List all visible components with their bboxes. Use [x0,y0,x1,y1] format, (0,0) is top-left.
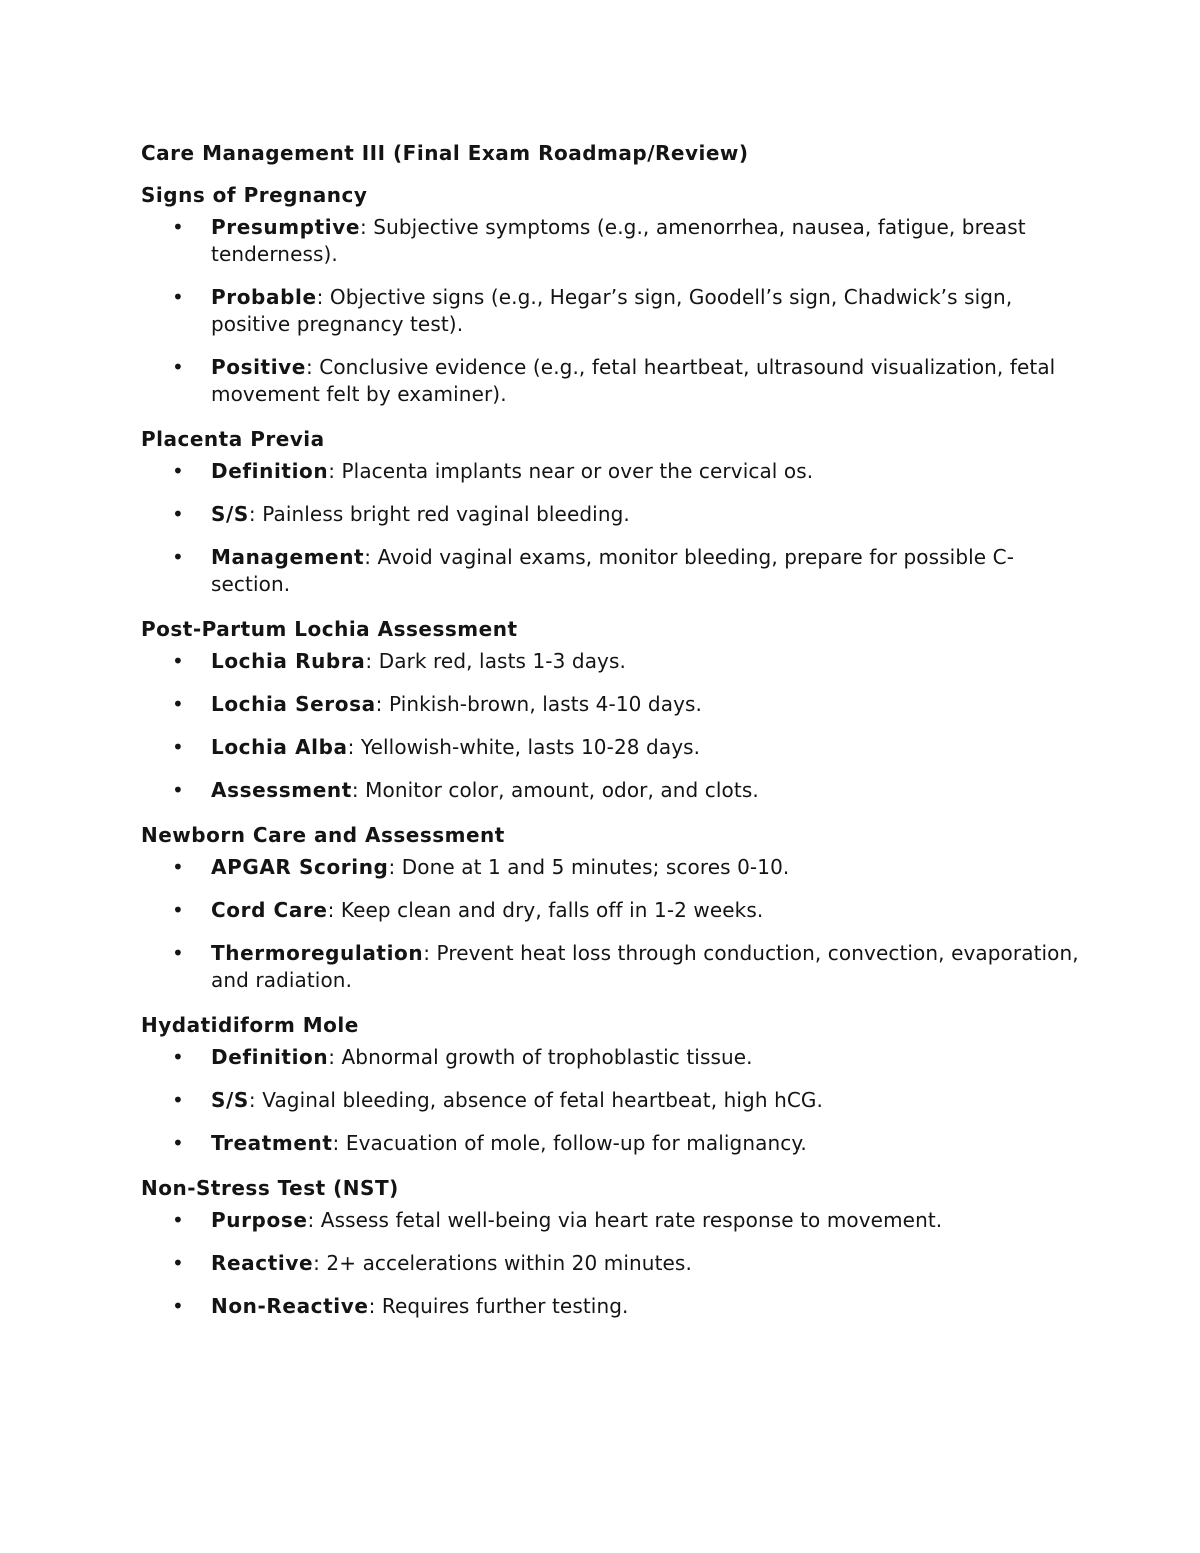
list-item [141,501,1081,528]
item-term: Probable [211,285,317,309]
section-heading: Post-Partum Lochia Assessment [141,617,518,641]
item-term: Presumptive [211,215,361,239]
item-term: Cord Care [211,898,328,922]
item-description: : Pinkish-brown, lasts 4-10 days. [375,692,702,716]
list-item [141,284,1081,338]
section-post-partum-lochia-assessment [141,614,1081,804]
list-item [141,1293,1081,1320]
bullet-icon: • [172,459,184,483]
bullet-icon: • [172,355,184,379]
bullet-icon: • [172,545,184,569]
section-heading: Signs of Pregnancy [141,183,368,207]
list-item [141,777,1081,804]
sections-container [141,180,1081,1320]
bullet-icon: • [172,778,184,802]
section-heading: Hydatidiform Mole [141,1013,359,1037]
item-term: Management [211,545,365,569]
bullet-icon: • [172,215,184,239]
item-description: : Prevent heat loss through conduction, convection, evaporation, and radiation. [211,941,1079,992]
bullet-list [141,1044,1081,1157]
list-item [141,1130,1081,1157]
bullet-icon: • [172,1131,184,1155]
item-term: Definition [211,1045,329,1069]
list-item [141,691,1081,718]
item-description: : Painless bright red vaginal bleeding. [248,502,630,526]
bullet-icon: • [172,1045,184,1069]
list-item [141,897,1081,924]
item-term: Lochia Serosa [211,692,376,716]
bullet-icon: • [172,898,184,922]
bullet-icon: • [172,855,184,879]
bullet-list [141,458,1081,598]
list-item [141,734,1081,761]
item-term: Treatment [211,1131,333,1155]
item-description: : 2+ accelerations within 20 minutes. [313,1251,692,1275]
list-item [141,458,1081,485]
list-item [141,940,1081,994]
bullet-icon: • [172,285,184,309]
item-term: Definition [211,459,329,483]
section-heading: Newborn Care and Assessment [141,823,505,847]
item-description: : Monitor color, amount, odor, and clots. [351,778,759,802]
bullet-icon: • [172,1294,184,1318]
item-description: : Requires further testing. [368,1294,629,1318]
section-hydatidiform-mole [141,1010,1081,1157]
bullet-icon: • [172,1208,184,1232]
item-description: : Dark red, lasts 1-3 days. [365,649,626,673]
item-term: Assessment [211,778,352,802]
item-description: : Yellowish-white, lasts 10-28 days. [347,735,701,759]
item-description: : Vaginal bleeding, absence of fetal heartbeat, high hCG. [248,1088,823,1112]
bullet-list [141,214,1081,408]
section-newborn-care-and-assessment [141,820,1081,994]
bullet-icon: • [172,502,184,526]
bullet-icon: • [172,692,184,716]
bullet-list [141,1207,1081,1320]
bullet-icon: • [172,1088,184,1112]
item-description: : Evacuation of mole, follow-up for malignancy. [332,1131,807,1155]
item-term: Non-Reactive [211,1294,369,1318]
item-description: : Assess fetal well-being via heart rate response to movement. [307,1208,943,1232]
bullet-list [141,854,1081,994]
item-description: : Placenta implants near or over the cervical os. [328,459,814,483]
item-term: S/S [211,502,249,526]
item-description: : Abnormal growth of trophoblastic tissue. [328,1045,753,1069]
section-non-stress-test-nst [141,1173,1081,1320]
bullet-icon: • [172,1251,184,1275]
list-item [141,1207,1081,1234]
item-description: : Avoid vaginal exams, monitor bleeding, prepare for possible C-section. [211,545,1015,596]
document-page [141,138,1081,1336]
bullet-icon: • [172,735,184,759]
list-item [141,1250,1081,1277]
document-title: Care Management III (Final Exam Roadmap/Review) [141,141,749,165]
item-term: Thermoregulation [211,941,424,965]
bullet-icon: • [172,941,184,965]
item-term: Lochia Rubra [211,649,366,673]
list-item [141,854,1081,881]
section-signs-of-pregnancy [141,180,1081,408]
list-item [141,1087,1081,1114]
item-term: S/S [211,1088,249,1112]
bullet-list [141,648,1081,804]
section-heading: Non-Stress Test (NST) [141,1176,399,1200]
item-description: : Objective signs (e.g., Hegar’s sign, Goodell’s sign, Chadwick’s sign, positive pregnancy test). [211,285,1013,336]
section-placenta-previa [141,424,1081,598]
item-term: Lochia Alba [211,735,348,759]
item-description: : Conclusive evidence (e.g., fetal heartbeat, ultrasound visualization, fetal movement felt by examiner). [211,355,1056,406]
item-term: Positive [211,355,306,379]
item-description: : Done at 1 and 5 minutes; scores 0-10. [388,855,790,879]
list-item [141,354,1081,408]
item-description: : Subjective symptoms (e.g., amenorrhea, nausea, fatigue, breast tenderness). [211,215,1026,266]
list-item [141,648,1081,675]
list-item [141,214,1081,268]
item-term: Purpose [211,1208,308,1232]
item-term: APGAR Scoring [211,855,389,879]
section-heading: Placenta Previa [141,427,325,451]
bullet-icon: • [172,649,184,673]
item-description: : Keep clean and dry, falls off in 1-2 weeks. [327,898,764,922]
list-item [141,1044,1081,1071]
list-item [141,544,1081,598]
item-term: Reactive [211,1251,314,1275]
